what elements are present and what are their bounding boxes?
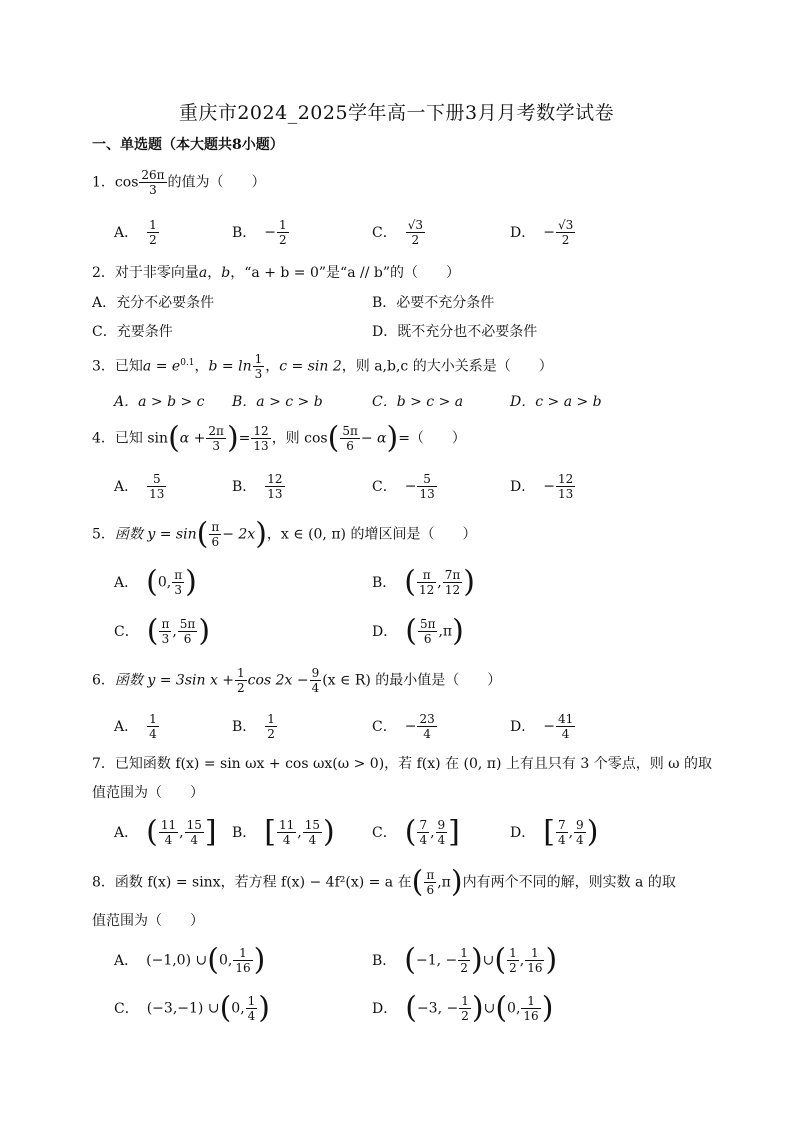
fraction bbox=[277, 818, 296, 847]
numerator: 5π bbox=[419, 617, 436, 631]
separator: ， bbox=[230, 265, 245, 281]
denominator: 16 bbox=[523, 1009, 539, 1023]
separator: ， bbox=[207, 265, 222, 281]
q8-option-b[interactable]: B． (−1, − $\frac{1}{2}$ )∪( $\frac{1}{2}$ , $\frac{1}{16}$ ) bbox=[372, 942, 558, 978]
denominator: 3 bbox=[254, 367, 263, 381]
option-label: C． bbox=[372, 718, 397, 735]
fraction bbox=[556, 712, 575, 741]
denominator: 3 bbox=[149, 183, 157, 197]
numerator: 1 bbox=[237, 666, 245, 680]
question-text: 内有两个不同的解，则实数 a 的取 bbox=[462, 874, 676, 891]
q7-option-d[interactable]: D． [ $\frac{7}{4}$ , $\frac{9}{4}$ ) bbox=[510, 814, 599, 850]
question-text: “a + b = 0”是“a // b”的（ ） bbox=[244, 265, 460, 281]
sign: − bbox=[404, 478, 417, 495]
option-label: D． bbox=[510, 824, 536, 841]
fraction bbox=[265, 472, 284, 501]
fraction bbox=[233, 946, 252, 975]
option-label: D． bbox=[372, 1000, 398, 1017]
question-text: (x ∈ R) 的最小值是（ ） bbox=[322, 672, 502, 689]
numerator: 1 bbox=[279, 218, 287, 232]
fraction bbox=[406, 218, 425, 247]
question-number: 2． bbox=[92, 265, 115, 281]
question-8-continued: 值范围为（ ） bbox=[92, 913, 204, 929]
fraction bbox=[178, 617, 198, 646]
denominator: 4 bbox=[308, 833, 317, 847]
denominator: 4 bbox=[423, 727, 431, 741]
fraction bbox=[436, 818, 448, 847]
fraction bbox=[417, 472, 436, 501]
numerator: 2π bbox=[208, 424, 224, 438]
q8-option-c[interactable]: C． (−3,−1) ∪(0, $\frac{1}{4}$ ) bbox=[114, 990, 270, 1026]
q4-option-a[interactable] bbox=[114, 472, 167, 501]
question-4: 4．已知 sin(α + $\frac{2\pi}{3}$ )= $\frac{12}{13}$ ，则 cos( $\frac{5\pi}{6}$ − α)=（ ） bbox=[92, 420, 466, 456]
fraction bbox=[556, 818, 568, 847]
option-label: B． bbox=[372, 574, 397, 591]
math-c: c = sin 2 bbox=[279, 358, 342, 375]
question-text: ，则 cos bbox=[271, 430, 328, 447]
q8-option-a[interactable]: A． (−1,0) ∪(0, $\frac{1}{16}$ ) bbox=[114, 942, 266, 978]
q3-option-a[interactable]: A．a > b > c bbox=[114, 394, 205, 410]
denominator: 16 bbox=[527, 961, 543, 975]
math-text: −1, − bbox=[416, 952, 458, 969]
numerator: 12 bbox=[253, 424, 269, 438]
numerator: π bbox=[417, 568, 436, 583]
sign: − bbox=[543, 224, 555, 241]
q6-option-b[interactable] bbox=[232, 712, 278, 741]
question-5: 5．函数 y = sin( $\frac{\pi}{6}$ − 2x)，x ∈ (0, π) 的增区间是（ ） bbox=[92, 516, 477, 552]
question-text: ，x ∈ (0, π) 的增区间是（ ） bbox=[266, 526, 477, 543]
fraction bbox=[147, 712, 159, 741]
fraction bbox=[418, 617, 438, 646]
denominator: 4 bbox=[311, 681, 320, 695]
q5-option-a[interactable]: A． (0, $\frac{\pi}{3}$ ) bbox=[114, 564, 197, 600]
option-label: A． bbox=[114, 718, 139, 735]
denominator: 2 bbox=[460, 961, 468, 975]
option-label: B． bbox=[232, 478, 257, 495]
denominator: 2 bbox=[411, 233, 420, 247]
denominator: 2 bbox=[461, 1009, 469, 1023]
numerator: 1 bbox=[149, 218, 157, 232]
math-text: cos 2x − bbox=[247, 672, 309, 689]
fraction bbox=[206, 424, 226, 453]
denominator: 3 bbox=[212, 439, 220, 453]
option-label: B． bbox=[372, 952, 397, 969]
option-label: C． bbox=[372, 824, 397, 841]
q8-option-d[interactable]: D． (−3, − $\frac{1}{2}$ )∪(0, $\frac{1}{16}$ ) bbox=[372, 990, 554, 1026]
q6-option-c[interactable] bbox=[372, 712, 438, 741]
denominator: 12 bbox=[444, 583, 461, 597]
numerator: 1 bbox=[461, 994, 469, 1008]
denominator: 6 bbox=[426, 883, 435, 897]
fraction bbox=[172, 568, 184, 597]
fraction bbox=[556, 472, 575, 501]
fraction bbox=[310, 666, 322, 695]
math-text: − 2x bbox=[222, 526, 256, 543]
fraction bbox=[507, 946, 519, 975]
numerator: 41 bbox=[557, 712, 574, 726]
math-text: 函数 y = 3sin x + bbox=[114, 672, 235, 689]
q1-option-b[interactable] bbox=[232, 218, 290, 247]
numerator: 9 bbox=[437, 818, 446, 832]
numerator: 1 bbox=[149, 712, 157, 726]
math-text: α + bbox=[179, 430, 206, 447]
sign: − bbox=[264, 224, 277, 241]
numerator: 1 bbox=[525, 946, 544, 961]
denominator: 4 bbox=[247, 1009, 256, 1023]
fraction bbox=[556, 218, 575, 247]
question-text: 对于非零向量 bbox=[114, 265, 199, 281]
numerator: 15 bbox=[186, 818, 202, 832]
question-text: 已知 bbox=[114, 358, 143, 375]
q2-option-a[interactable]: A．充分不必要条件 bbox=[92, 295, 215, 311]
numerator: 11 bbox=[160, 818, 177, 832]
q2-option-c[interactable]: C．充要条件 bbox=[92, 324, 173, 340]
math-text: cos bbox=[114, 174, 139, 191]
fraction bbox=[417, 818, 429, 847]
q7-option-c[interactable]: C． ( $\frac{7}{4}$ , $\frac{9}{4}$ ] bbox=[372, 814, 460, 850]
denominator: 13 bbox=[557, 487, 574, 501]
denominator: 4 bbox=[576, 833, 584, 847]
fraction bbox=[459, 994, 471, 1023]
fraction bbox=[139, 168, 166, 197]
fraction bbox=[246, 994, 258, 1023]
numerator: 1 bbox=[521, 994, 540, 1009]
denominator: 4 bbox=[149, 727, 157, 741]
denominator: 6 bbox=[183, 632, 192, 646]
q3-option-c[interactable]: C．b > c > a bbox=[372, 394, 464, 410]
fraction bbox=[303, 818, 322, 847]
numerator: √3 bbox=[557, 218, 574, 232]
vector-b: b bbox=[221, 265, 231, 281]
q6-option-d[interactable] bbox=[510, 712, 576, 741]
sign: − bbox=[404, 718, 417, 735]
question-6 bbox=[92, 666, 501, 695]
option-label: A． bbox=[114, 952, 139, 969]
math-text: 0, bbox=[157, 574, 172, 591]
math-text: −3, − bbox=[416, 1000, 459, 1017]
option-label: D． bbox=[510, 478, 536, 495]
fraction bbox=[424, 868, 436, 897]
sign: − bbox=[543, 478, 555, 495]
fraction bbox=[521, 994, 540, 1023]
fraction bbox=[265, 712, 277, 741]
numerator: π bbox=[161, 617, 170, 631]
q1-option-a[interactable] bbox=[114, 218, 160, 247]
fraction bbox=[525, 946, 544, 975]
fraction bbox=[147, 218, 159, 247]
numerator: π bbox=[426, 868, 435, 882]
denominator: 13 bbox=[267, 487, 283, 501]
fraction bbox=[209, 520, 221, 549]
question-text: ，则 a,b,c 的大小关系是（ ） bbox=[341, 358, 553, 375]
denominator: 3 bbox=[161, 632, 170, 646]
denominator: 3 bbox=[174, 583, 182, 597]
numerator: 15 bbox=[304, 818, 321, 832]
denominator: 2 bbox=[237, 681, 245, 695]
numerator: 7π bbox=[444, 568, 461, 582]
fraction bbox=[251, 424, 270, 453]
fraction bbox=[340, 424, 360, 453]
q7-option-a[interactable]: A． ( $\frac{11}{4}$ , $\frac{15}{4}$ ] bbox=[114, 814, 217, 850]
numerator: π bbox=[174, 568, 183, 582]
exponent: 0.1 bbox=[180, 357, 195, 368]
q5-option-c[interactable]: C． ( $\frac{\pi}{3}$ , $\frac{5\pi}{6}$ ) bbox=[114, 613, 211, 649]
numerator: 11 bbox=[279, 818, 295, 832]
denominator: 4 bbox=[419, 833, 428, 847]
denominator: 2 bbox=[279, 233, 287, 247]
denominator: 4 bbox=[282, 833, 291, 847]
question-number: 6． bbox=[92, 672, 115, 689]
denominator: 2 bbox=[267, 727, 275, 741]
fraction bbox=[417, 568, 436, 597]
option-label: D． bbox=[372, 623, 398, 640]
denominator: 6 bbox=[346, 439, 354, 453]
denominator: 12 bbox=[419, 583, 435, 597]
question-number: 7． bbox=[92, 756, 115, 772]
option-label: B． bbox=[232, 718, 257, 735]
q3-option-b[interactable]: B．a > c > b bbox=[232, 394, 323, 410]
option-label: A． bbox=[114, 574, 139, 591]
fraction bbox=[458, 946, 470, 975]
question-7 bbox=[92, 753, 712, 773]
numerator: 1 bbox=[233, 946, 252, 961]
math-text: (−1,0) ∪ bbox=[146, 952, 208, 969]
denominator: 13 bbox=[419, 487, 435, 501]
option-label: A． bbox=[114, 224, 139, 241]
denominator: 4 bbox=[561, 727, 570, 741]
numerator: π bbox=[211, 520, 220, 534]
q6-option-a[interactable] bbox=[114, 712, 160, 741]
option-label: C． bbox=[114, 1000, 139, 1017]
fraction bbox=[277, 218, 289, 247]
section-heading: 一、单选题（本大题共8小题） bbox=[92, 137, 284, 153]
option-label: D． bbox=[510, 718, 536, 735]
option-label: C． bbox=[114, 623, 139, 640]
option-label: B． bbox=[232, 224, 257, 241]
q7-option-b[interactable]: B． [ $\frac{11}{4}$ , $\frac{15}{4}$ ) bbox=[232, 814, 335, 850]
q1-option-d[interactable] bbox=[510, 218, 576, 247]
q2-option-d[interactable]: D．既不充分也不必要条件 bbox=[372, 324, 538, 340]
numerator: 7 bbox=[419, 818, 428, 832]
numerator: 12 bbox=[267, 472, 283, 486]
numerator: 5π bbox=[179, 617, 196, 631]
question-number: 8． bbox=[92, 874, 115, 891]
math-text: 函数 y = sin bbox=[114, 526, 197, 543]
option-label: D． bbox=[510, 224, 536, 241]
fraction bbox=[253, 352, 265, 381]
q4-option-d[interactable] bbox=[510, 472, 576, 501]
fraction bbox=[235, 666, 247, 695]
denominator: 16 bbox=[235, 961, 251, 975]
math-b: b = ln bbox=[208, 358, 252, 375]
q3-option-d[interactable]: D．c > a > b bbox=[510, 394, 602, 410]
question-3: 3．已知$a = e^{0.1}$，b = ln $\frac{1}{3}$ ，c = sin 2，则 a,b,c 的大小关系是（ ） bbox=[92, 352, 553, 381]
denominator: 13 bbox=[149, 487, 165, 501]
numerator: 5 bbox=[417, 472, 436, 487]
question-1 bbox=[92, 168, 266, 197]
numerator: 23 bbox=[419, 712, 435, 726]
q1-option-c[interactable] bbox=[372, 218, 426, 247]
option-label: C． bbox=[372, 478, 397, 495]
numerator: 5 bbox=[147, 472, 166, 487]
q5-option-d[interactable]: D． ( $\frac{5\pi}{6}$ ,π) bbox=[372, 613, 464, 649]
numerator: 1 bbox=[267, 712, 275, 726]
denominator: 13 bbox=[253, 439, 269, 453]
q4-option-c[interactable] bbox=[372, 472, 438, 501]
fraction bbox=[147, 472, 166, 501]
numerator: 1 bbox=[460, 946, 468, 960]
page-title: 重庆市2024_2025学年高一下册3月月考数学试卷 bbox=[178, 102, 615, 124]
fraction bbox=[417, 712, 436, 741]
numerator: 9 bbox=[576, 818, 584, 832]
question-2 bbox=[92, 262, 460, 282]
vector-a: a bbox=[198, 265, 208, 281]
numerator: 12 bbox=[557, 472, 574, 486]
denominator: 2 bbox=[561, 233, 570, 247]
numerator: √3 bbox=[407, 218, 423, 232]
question-number: 4． bbox=[92, 430, 115, 447]
denominator: 6 bbox=[211, 535, 220, 549]
numerator: 26π bbox=[141, 168, 165, 182]
question-text: 已知函数 f(x) = sin ωx + cos ωx(ω > 0)，若 f(x) 在 (0, π) 上有且只有 3 个零点，则 ω 的取 bbox=[114, 756, 713, 772]
denominator: 2 bbox=[149, 233, 157, 247]
denominator: 4 bbox=[190, 833, 199, 847]
option-label: C． bbox=[372, 224, 397, 241]
fraction bbox=[159, 818, 178, 847]
option-label: A． bbox=[114, 478, 139, 495]
denominator: 4 bbox=[437, 833, 446, 847]
question-text: 已知 sin bbox=[114, 430, 169, 447]
numerator: 1 bbox=[509, 946, 517, 960]
q5-option-b[interactable]: B． ( $\frac{\pi}{12}$ , $\frac{7\pi}{12}$ ) bbox=[372, 564, 475, 600]
math-text: ,π bbox=[438, 623, 453, 640]
equals: = bbox=[238, 430, 251, 447]
math-a: a = e bbox=[142, 358, 181, 375]
q4-option-b[interactable] bbox=[232, 472, 286, 501]
question-text: 的值为（ ） bbox=[167, 174, 266, 191]
question-number: 3． bbox=[92, 358, 115, 375]
fraction bbox=[159, 617, 171, 646]
numerator: 1 bbox=[247, 994, 256, 1008]
question-8: 8．函数 f(x) = sinx，若方程 f(x) − 4f²(x) = a 在( $\frac{\pi}{6}$ ,π)内有两个不同的解，则实数 a 的取 bbox=[92, 864, 676, 900]
numerator: 1 bbox=[254, 352, 263, 366]
question-text: 函数 f(x) = sinx，若方程 f(x) − 4f²(x) = a 在 bbox=[114, 874, 412, 891]
option-label: B． bbox=[232, 824, 257, 841]
denominator: 6 bbox=[423, 632, 432, 646]
numerator: 7 bbox=[557, 818, 566, 832]
math-text: − α bbox=[360, 430, 387, 447]
math-text: (−3,−1) ∪ bbox=[146, 1000, 220, 1017]
sign: − bbox=[543, 718, 555, 735]
q2-option-b[interactable]: B．必要不充分条件 bbox=[372, 295, 495, 311]
question-number: 1． bbox=[92, 174, 115, 191]
numerator: 5π bbox=[342, 424, 358, 438]
fraction bbox=[185, 818, 204, 847]
question-text: =（ ） bbox=[398, 430, 466, 447]
fraction bbox=[443, 568, 463, 597]
fraction bbox=[574, 818, 586, 847]
denominator: 2 bbox=[509, 961, 517, 975]
question-7-continued: 值范围为（ ） bbox=[92, 785, 204, 801]
denominator: 4 bbox=[164, 833, 173, 847]
question-number: 5． bbox=[92, 526, 115, 543]
option-label: A． bbox=[114, 824, 139, 841]
numerator: 9 bbox=[311, 666, 320, 680]
denominator: 4 bbox=[557, 833, 566, 847]
